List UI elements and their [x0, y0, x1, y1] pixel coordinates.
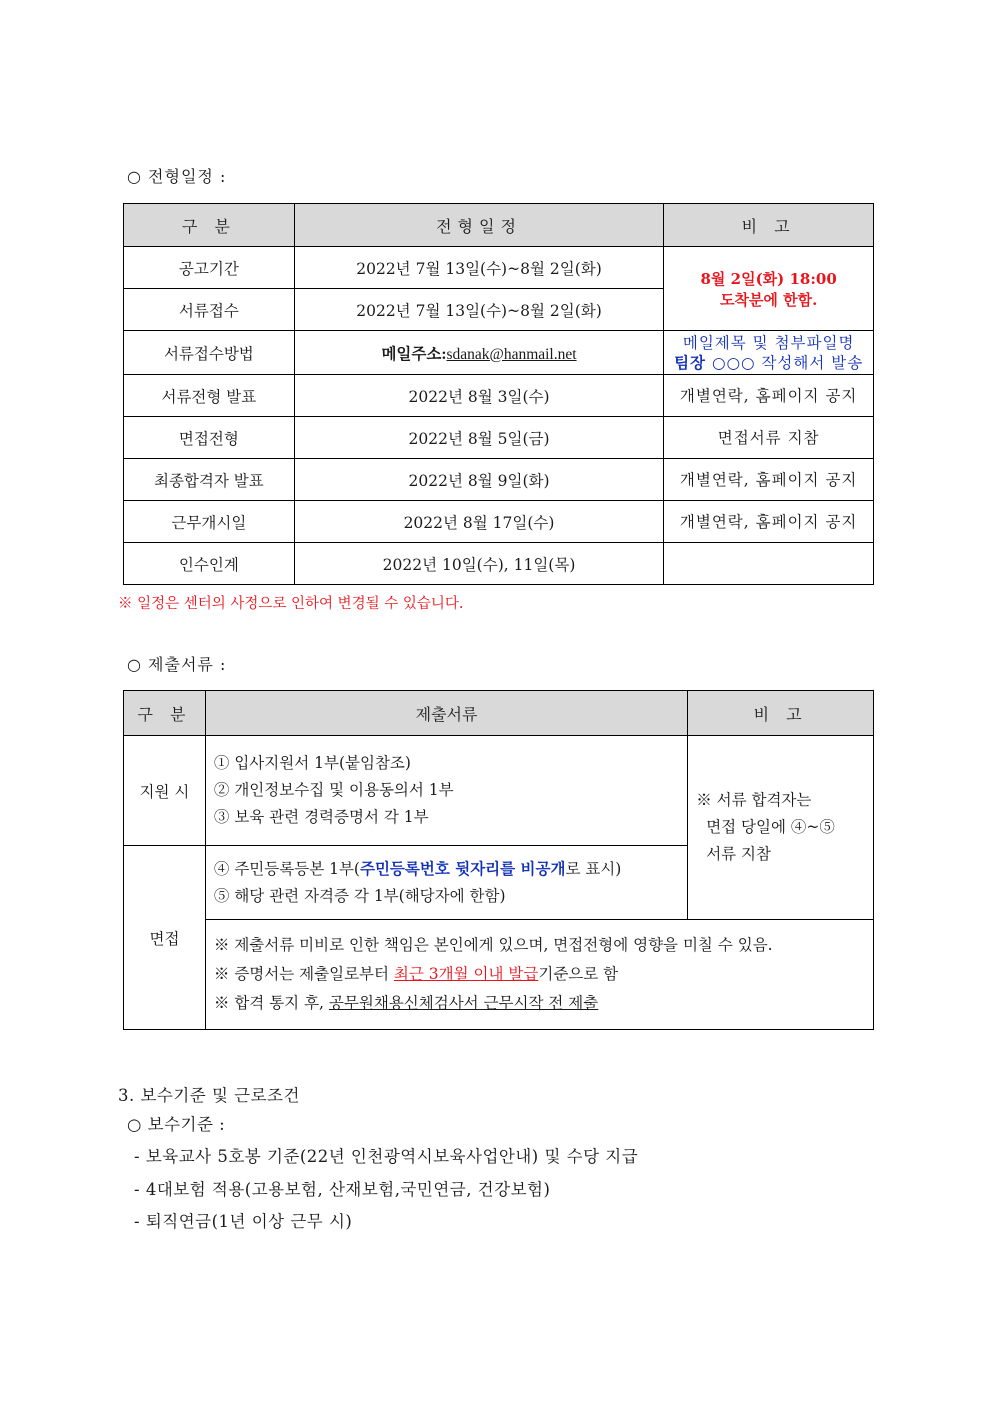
table-row [124, 375, 874, 417]
remark-line3: 서류 지참 [706, 845, 772, 863]
row-value: 2022년 8월 3일(수) [294, 375, 664, 417]
row-label: 면접전형 [124, 417, 295, 459]
row-note: 개별연락, 홈페이지 공지 [664, 459, 874, 501]
list-item: ① 입사지원서 1부(붙임참조) [213, 754, 411, 772]
mail-note-line1: 메일제목 및 첨부파일명 [682, 333, 855, 352]
interview-items [205, 846, 687, 920]
row-value: 2022년 10일(수), 11일(목) [294, 543, 664, 585]
row-note: 개별연락, 홈페이지 공지 [664, 375, 874, 417]
pay-item: - 퇴직연금(1년 이상 근무 시) [134, 1212, 353, 1231]
note-2-highlight: 최근 3개월 이내 발급 [393, 965, 539, 983]
documents-table [123, 690, 874, 1030]
documents-remark [688, 736, 874, 920]
row-label: 서류전형 발표 [124, 375, 295, 417]
apply-label: 지원 시 [124, 736, 206, 846]
row-label: 서류접수방법 [124, 331, 295, 375]
documents-notes [205, 920, 873, 1030]
row-value: 2022년 8월 9일(화) [294, 459, 664, 501]
table-row [124, 920, 874, 1030]
pay-sub-heading: ○ 보수기준 : [127, 1115, 226, 1134]
email-cell [294, 331, 664, 375]
table-row [124, 501, 874, 543]
email-prefix: 메일주소: [381, 345, 447, 363]
table-row [124, 459, 874, 501]
row-note [664, 543, 874, 585]
table-row [124, 331, 874, 375]
table-row [124, 543, 874, 585]
schedule-header-schedule: 전형일정 [294, 204, 664, 247]
pay-item: - 보육교사 5호봉 기준(22년 인천광역시보육사업안내) 및 수당 지급 [134, 1147, 639, 1166]
row-value: 2022년 7월 13일(수)~8월 2일(화) [294, 289, 664, 331]
schedule-header-remark: 비 고 [664, 204, 874, 247]
documents-header-row [124, 691, 874, 736]
schedule-header-category: 구 분 [124, 204, 295, 247]
pay-section-title: 3. 보수기준 및 근로조건 [118, 1086, 300, 1105]
row-label: 최종합격자 발표 [124, 459, 295, 501]
row-label: 인수인계 [124, 543, 295, 585]
row-note: 개별연락, 홈페이지 공지 [664, 501, 874, 543]
note-3-underline: 공무원채용신체검사서 근무시작 전 제출 [328, 994, 599, 1012]
schedule-heading: ○ 전형일정 : [127, 167, 227, 186]
remark-line2: 면접 당일에 ④~⑤ [706, 818, 835, 836]
documents-header-category: 구 분 [124, 691, 206, 736]
email-link[interactable]: sdanak@hanmail.net [446, 345, 577, 363]
list-item: ③ 보육 관련 경력증명서 각 1부 [213, 808, 429, 826]
row-label: 서류접수 [124, 289, 295, 331]
row-value: 2022년 8월 17일(수) [294, 501, 664, 543]
row-value: 2022년 8월 5일(금) [294, 417, 664, 459]
table-row [124, 417, 874, 459]
row-note: 면접서류 지참 [664, 417, 874, 459]
deadline-line2: 도착분에 한함. [719, 290, 818, 309]
note-2: ※ 증명서는 제출일로부터 최근 3개월 이내 발급기준으로 함 [213, 965, 619, 983]
apply-items [205, 736, 687, 846]
row-label: 공고기간 [124, 247, 295, 289]
deadline-line1: 8월 2일(화) 18:00 [700, 269, 837, 288]
list-item: ④ 주민등록등본 1부(주민등록번호 뒷자리를 비공개로 표시) [213, 859, 622, 878]
schedule-footnote: ※ 일정은 센터의 사정으로 인하여 변경될 수 있습니다. [118, 596, 464, 612]
list-item: ② 개인정보수집 및 이용동의서 1부 [213, 781, 454, 799]
remark-line1: ※ 서류 합격자는 [696, 791, 812, 809]
schedule-header-row [124, 204, 874, 247]
interview-label: 면접 [124, 846, 206, 1030]
note-3: ※ 합격 통지 후, 공무원채용신체검사서 근무시작 전 제출 [213, 994, 599, 1012]
deadline-remark [664, 247, 874, 331]
row-value: 2022년 7월 13일(수)~8월 2일(화) [294, 247, 664, 289]
schedule-table [123, 203, 874, 585]
row-label: 근무개시일 [124, 501, 295, 543]
documents-heading: ○ 제출서류 : [127, 655, 227, 674]
mail-note [664, 331, 874, 375]
documents-header-docs: 제출서류 [205, 691, 687, 736]
documents-header-remark: 비 고 [688, 691, 874, 736]
note-1: ※ 제출서류 미비로 인한 책임은 본인에게 있으며, 면접전형에 영향을 미칠 수 있음. [213, 936, 773, 954]
item4-bold: 주민등록번호 뒷자리를 비공개 [359, 859, 566, 878]
mail-note-rest: ○○○ 작성해서 발송 [711, 353, 864, 372]
list-item: ⑤ 해당 관련 자격증 각 1부(해당자에 한함) [213, 887, 506, 905]
mail-note-bold: 팀장 [674, 352, 707, 372]
pay-item: - 4대보험 적용(고용보험, 산재보험,국민연금, 건강보험) [134, 1180, 551, 1199]
table-row [124, 247, 874, 289]
table-row [124, 736, 874, 846]
